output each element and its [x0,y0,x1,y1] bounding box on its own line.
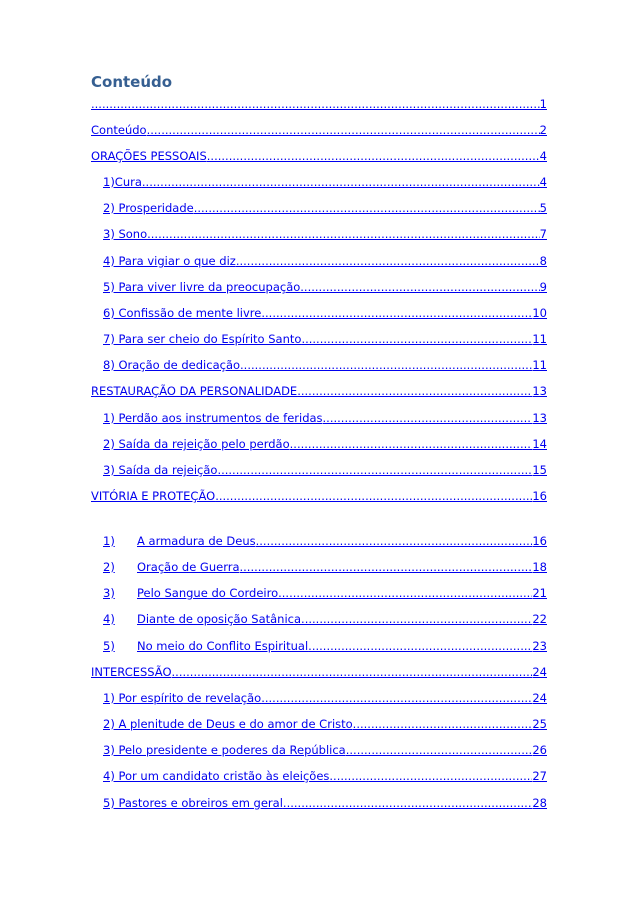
toc-leader-dots [278,586,532,600]
toc-entry-page: 9 [539,280,547,294]
toc-entry-label: Pelo Sangue do Cordeiro [137,586,279,600]
toc-entry-label: 1)Cura [103,175,142,189]
toc-leader-dots [91,97,540,111]
toc-leader-dots [261,306,532,320]
toc-entry-page: 11 [532,332,547,346]
toc-entry-page: 24 [532,691,547,705]
toc-leader-dots [172,665,533,679]
toc-entry-page: 22 [532,612,547,626]
toc-leader-dots [215,489,532,503]
toc-leader-dots [308,639,532,653]
toc-entry-label: Conteúdo [91,123,147,137]
toc-entry-label: 2) Saída da rejeição pelo perdão [103,437,290,451]
toc-entry-guerra[interactable] [103,560,547,576]
toc-leader-dots [300,280,539,294]
toc-entry-label: RESTAURAÇÃO DA PERSONALIDADE [91,384,298,398]
toc-entry-page: 26 [532,743,547,757]
toc-entry-oracoes-pessoais[interactable] [91,149,547,165]
toc-title: Conteúdo [91,73,173,91]
toc-entry-label: 1) Por espírito de revelação [103,691,262,705]
toc-entry-page: 1 [539,97,547,111]
toc-entry-label: INTERCESSÃO [91,665,172,679]
toc-entry-label: 3) Sono [103,227,148,241]
toc-entry-page: 13 [532,411,547,425]
toc-entry-label: 2) A plenitude de Deus e do amor de Cristo [103,717,353,731]
toc-leader-dots [217,463,532,477]
toc-entry-saida-rejeicao[interactable] [103,463,547,479]
toc-entry-number: 5) [103,639,115,653]
toc-entry-sangue-cordeiro[interactable] [103,586,547,602]
toc-entry-page: 7 [539,227,547,241]
toc-leader-dots [301,612,532,626]
toc-leader-dots [329,769,532,783]
toc-entry-label: A armadura de Deus [137,534,256,548]
toc-leader-dots [323,411,533,425]
toc-entry-page: 15 [532,463,547,477]
toc-entry-label: 3) Pelo presidente e poderes da República [103,743,346,757]
toc-entry-label: Oração de Guerra [137,560,240,574]
toc-entry-page: 27 [532,769,547,783]
toc-entry-conteudo[interactable] [91,123,547,139]
toc-entry-page: 25 [532,717,547,731]
toc-entry-page: 14 [532,437,547,451]
toc-entry-candidato[interactable] [103,769,547,785]
toc-entry-prosperidade[interactable] [103,201,547,217]
toc-entry-label: 3) Saída da rejeição [103,463,218,477]
toc-entry-page: 23 [532,639,547,653]
toc-leader-dots [256,534,533,548]
toc-entry-label: 8) Oração de dedicação [103,358,241,372]
toc-entry-page: 18 [532,560,547,574]
toc-leader-dots [194,201,540,215]
toc-entry-label: 4) Por um candidato cristão às eleições [103,769,330,783]
toc-entry-page: 8 [539,254,547,268]
toc-entry-restauracao[interactable] [91,384,547,400]
toc-entry-oposicao-satanica[interactable] [103,612,547,628]
toc-entry-number: 2) [103,560,115,574]
toc-entry-page: 24 [532,665,547,679]
toc-entry-pastores[interactable] [103,796,547,812]
toc-entry-presidente[interactable] [103,743,547,759]
toc-leader-dots [147,227,540,241]
toc-entry-page: 2 [539,123,547,137]
toc-entry-intercessao[interactable] [91,665,547,681]
toc-leader-dots [207,149,540,163]
toc-entry-page: 21 [532,586,547,600]
toc-leader-dots [353,717,533,731]
toc-entry-label: 5) Pastores e obreiros em geral [103,796,283,810]
toc-leader-dots [261,691,532,705]
toc-entry-page: 13 [532,384,547,398]
toc-entry-plenitude[interactable] [103,717,547,733]
toc-entry-number: 3) [103,586,115,600]
toc-entry-label: 5) Para viver livre da preocupação [103,280,301,294]
toc-entry-espirito-santo[interactable] [103,332,547,348]
toc-entry-label: VITÓRIA E PROTEÇÃO [91,489,216,503]
toc-entry-rejeicao-perdao[interactable] [103,437,547,453]
toc-entry-blank[interactable] [91,97,547,113]
toc-entry-label: ORAÇÕES PESSOAIS [91,149,207,163]
toc-entry-mente-livre[interactable] [103,306,547,322]
toc-entry-page: 11 [532,358,547,372]
toc-entry-label: 4) Para vigiar o que diz [103,254,236,268]
toc-entry-label: 2) Prosperidade [103,201,194,215]
toc-entry-page: 10 [532,306,547,320]
toc-leader-dots [240,358,532,372]
toc-entry-vitoria-protecao[interactable] [91,489,547,505]
toc-entry-page: 5 [539,201,547,215]
toc-leader-dots [147,123,540,137]
toc-entry-number: 1) [103,534,115,548]
toc-entry-label: No meio do Conflito Espiritual [137,639,309,653]
toc-entry-label: 7) Para ser cheio do Espírito Santo [103,332,302,346]
toc-entry-cura[interactable] [103,175,547,191]
toc-entry-armadura[interactable] [103,534,547,550]
toc-entry-perdao-feridas[interactable] [103,411,547,427]
toc-leader-dots [346,743,533,757]
toc-entry-vigiar[interactable] [103,254,547,270]
toc-leader-dots [236,254,540,268]
toc-leader-dots [301,332,532,346]
toc-leader-dots [283,796,532,810]
toc-leader-dots [297,384,532,398]
toc-entry-label: 1) Perdão aos instrumentos de feridas [103,411,323,425]
toc-entry-page: 28 [532,796,547,810]
toc-entry-number: 4) [103,612,115,626]
toc-entry-page: 4 [539,175,547,189]
toc-entry-page: 4 [539,149,547,163]
toc-leader-dots [240,560,533,574]
toc-entry-sono[interactable] [103,227,547,243]
toc-entry-conflito-espiritual[interactable] [103,639,547,655]
toc-entry-dedicacao[interactable] [103,358,547,374]
toc-entry-page: 16 [532,534,547,548]
toc-entry-preocupacao[interactable] [103,280,547,296]
toc-entry-revelacao[interactable] [103,691,547,707]
toc-leader-dots [142,175,540,189]
toc-leader-dots [290,437,533,451]
toc-entry-label: Diante de oposição Satânica [137,612,302,626]
toc-entry-label: 6) Confissão de mente livre [103,306,262,320]
toc-entry-page: 16 [532,489,547,503]
